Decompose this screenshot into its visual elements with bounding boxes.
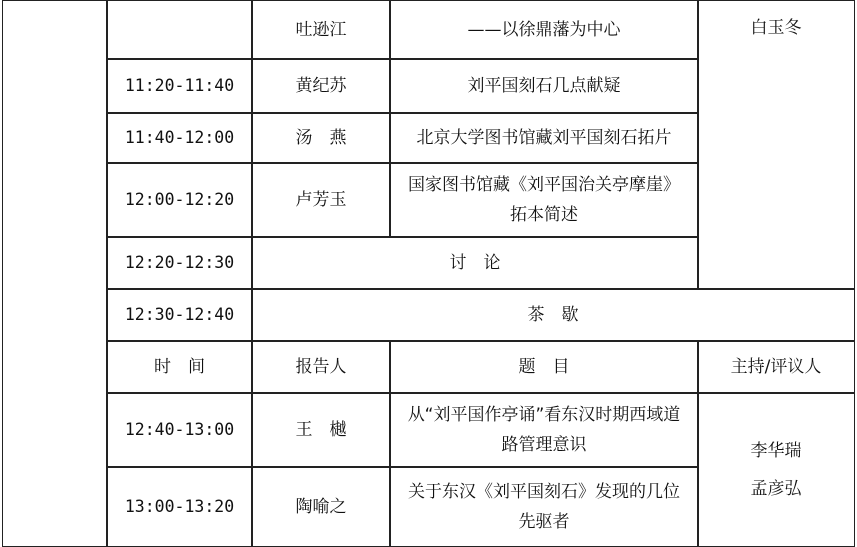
header-speaker-text: 报告人 <box>295 357 347 377</box>
time-cell <box>106 236 253 290</box>
speaker-cell <box>251 0 391 60</box>
header-host <box>697 340 855 394</box>
header-topic-text: 题 目 <box>518 357 570 377</box>
header-time <box>106 340 253 394</box>
speaker-cell <box>251 392 391 468</box>
time-text: 13:00-13:20 <box>124 496 235 516</box>
host-names: 李华瑞 孟彦弘 <box>750 440 802 499</box>
time-cell <box>106 58 253 114</box>
time-cell-empty <box>106 0 253 60</box>
speaker-cell <box>251 162 391 238</box>
topic-cell <box>389 162 699 238</box>
speaker-name: 王 樾 <box>295 420 347 440</box>
topic-cell <box>389 466 699 547</box>
time-cell <box>106 112 253 164</box>
time-cell <box>106 162 253 238</box>
topic-text: 国家图书馆藏《刘平国治关亭摩崖》拓本简述 <box>408 175 680 225</box>
topic-text: ——以徐鼎藩为中心 <box>467 20 621 40</box>
topic-text: 关于东汉《刘平国刻石》发现的几位先驱者 <box>408 481 680 532</box>
time-cell <box>106 288 253 342</box>
break-text: 茶 歇 <box>527 305 579 325</box>
topic-text: 刘平国刻石几点献疑 <box>467 76 621 96</box>
speaker-name: 汤 燕 <box>295 128 347 148</box>
discussion-text: 讨 论 <box>449 253 501 273</box>
topic-cell <box>389 112 699 164</box>
time-text: 12:00-12:20 <box>124 190 235 209</box>
time-cell <box>106 466 253 547</box>
speaker-cell <box>251 58 391 114</box>
speaker-cell <box>251 466 391 547</box>
host-name: 白玉冬 <box>750 18 802 38</box>
topic-cell <box>389 392 699 468</box>
discussion-cell <box>251 236 699 290</box>
time-text: 12:30-12:40 <box>124 305 235 324</box>
time-text: 11:40-12:00 <box>124 128 235 147</box>
header-host-text: 主持/评议人 <box>730 357 822 377</box>
header-speaker <box>251 340 391 394</box>
speaker-name: 卢芳玉 <box>295 190 347 210</box>
time-text: 12:20-12:30 <box>124 253 235 272</box>
speaker-name: 黄纪苏 <box>295 76 347 96</box>
left-blank-column <box>2 0 108 547</box>
speaker-name: 陶喻之 <box>295 496 347 517</box>
header-time-text: 时 间 <box>154 357 205 377</box>
time-text: 12:40-13:00 <box>124 420 235 439</box>
speaker-name: 吐逊江 <box>295 20 347 40</box>
host-cell-2 <box>697 392 855 547</box>
topic-text: 北京大学图书馆藏刘平国刻石拓片 <box>416 128 672 148</box>
topic-cell <box>389 58 699 114</box>
host-cell-1 <box>697 0 855 290</box>
header-topic <box>389 340 699 394</box>
time-text: 11:20-11:40 <box>124 76 235 95</box>
break-cell <box>251 288 855 342</box>
speaker-cell <box>251 112 391 164</box>
time-cell <box>106 392 253 468</box>
topic-text: 从“刘平国作亭诵”看东汉时期西域道路管理意识 <box>407 405 681 455</box>
topic-cell <box>389 0 699 60</box>
